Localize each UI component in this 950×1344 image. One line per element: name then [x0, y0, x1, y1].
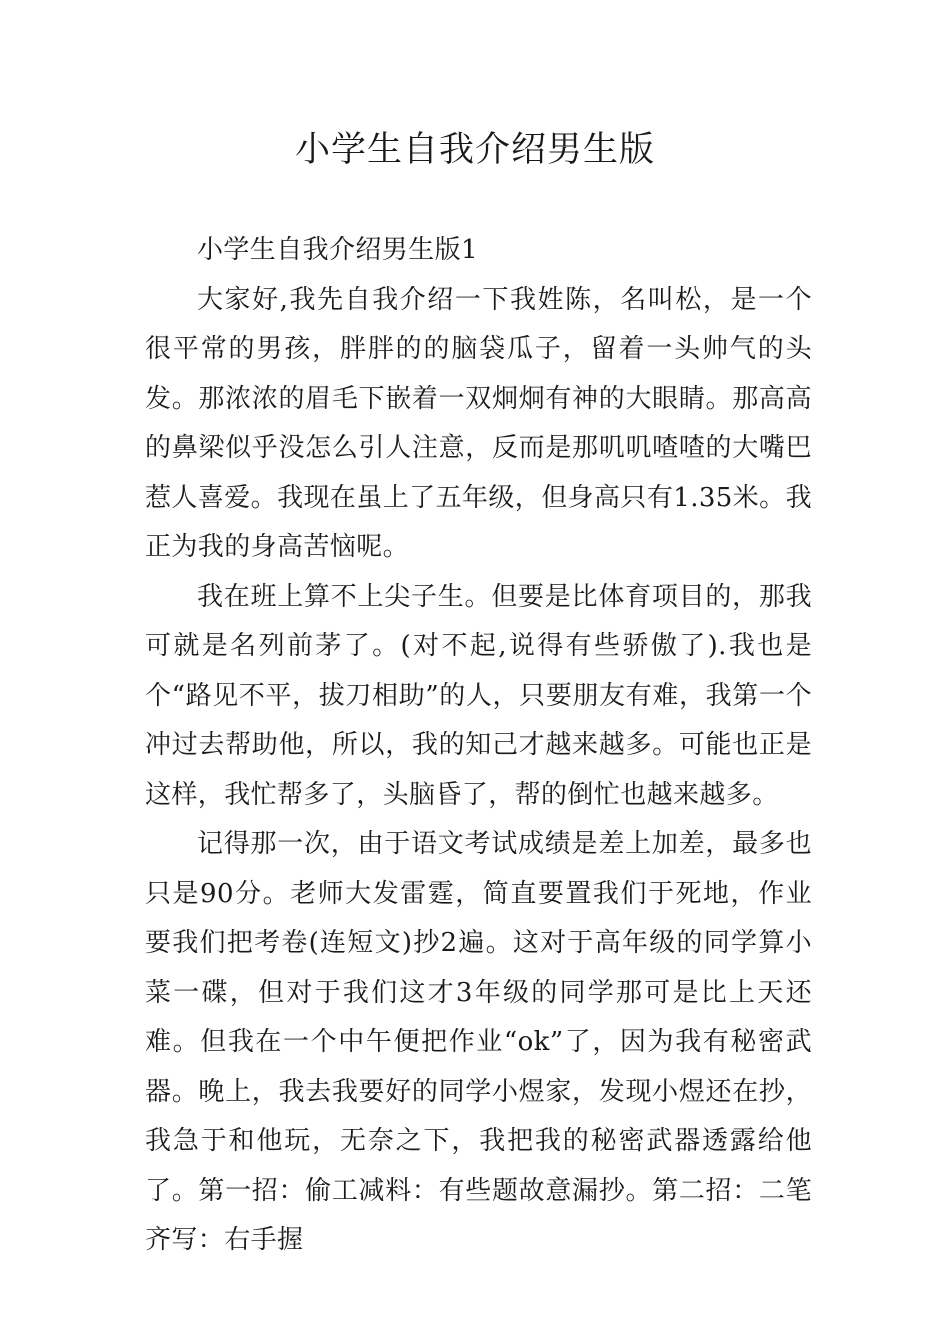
paragraph-2: 我在班上算不上尖子生。但要是比体育项目的，那我可就是名列前茅了。(对不起,说得有些骄傲了).我也是个“路见不平，拔刀相助”的人，只要朋友有难，我第一个冲过去帮助他，所以，我的知己才越来越多。可能也正是这样，我忙帮多了，头脑昏了，帮的倒忙也越来越多。 — [145, 581, 812, 810]
paragraph-3: 记得那一次，由于语文考试成绩是差上加差，最多也只是90分。老师大发雷霆，简直要置我们于死地，作业要我们把考卷(连短文)抄2遍。这对于高年级的同学算小菜一碟，但对于我们这才3年级的同学那可是比上天还难。但我在一个中午便把作业“ok”了，因为我有秘密武器。晚上，我去我要好的同学小煜家，发现小煜还在抄，我急于和他玩，无奈之下，我把我的秘密武器透露给他了。第一招：偷工减料：有些题故意漏抄。第二招：二笔齐写：右手握 — [145, 829, 812, 1255]
paragraph-1: 大家好,我先自我介绍一下我姓陈，名叫松，是一个很平常的男孩，胖胖的的脑袋瓜子，留着一头帅气的头发。那浓浓的眉毛下嵌着一双炯炯有神的大眼睛。那高高的鼻梁似乎没怎么引人注意，反而是那叽叽喳喳的大嘴巴惹人喜爱。我现在虽上了五年级，但身高只有1.35米。我正为我的身高苦恼呢。 — [145, 284, 812, 562]
section-heading: 小学生自我介绍男生版1 — [197, 235, 478, 265]
document-body — [145, 226, 812, 1266]
document-title: 小学生自我介绍男生版 — [294, 130, 655, 170]
